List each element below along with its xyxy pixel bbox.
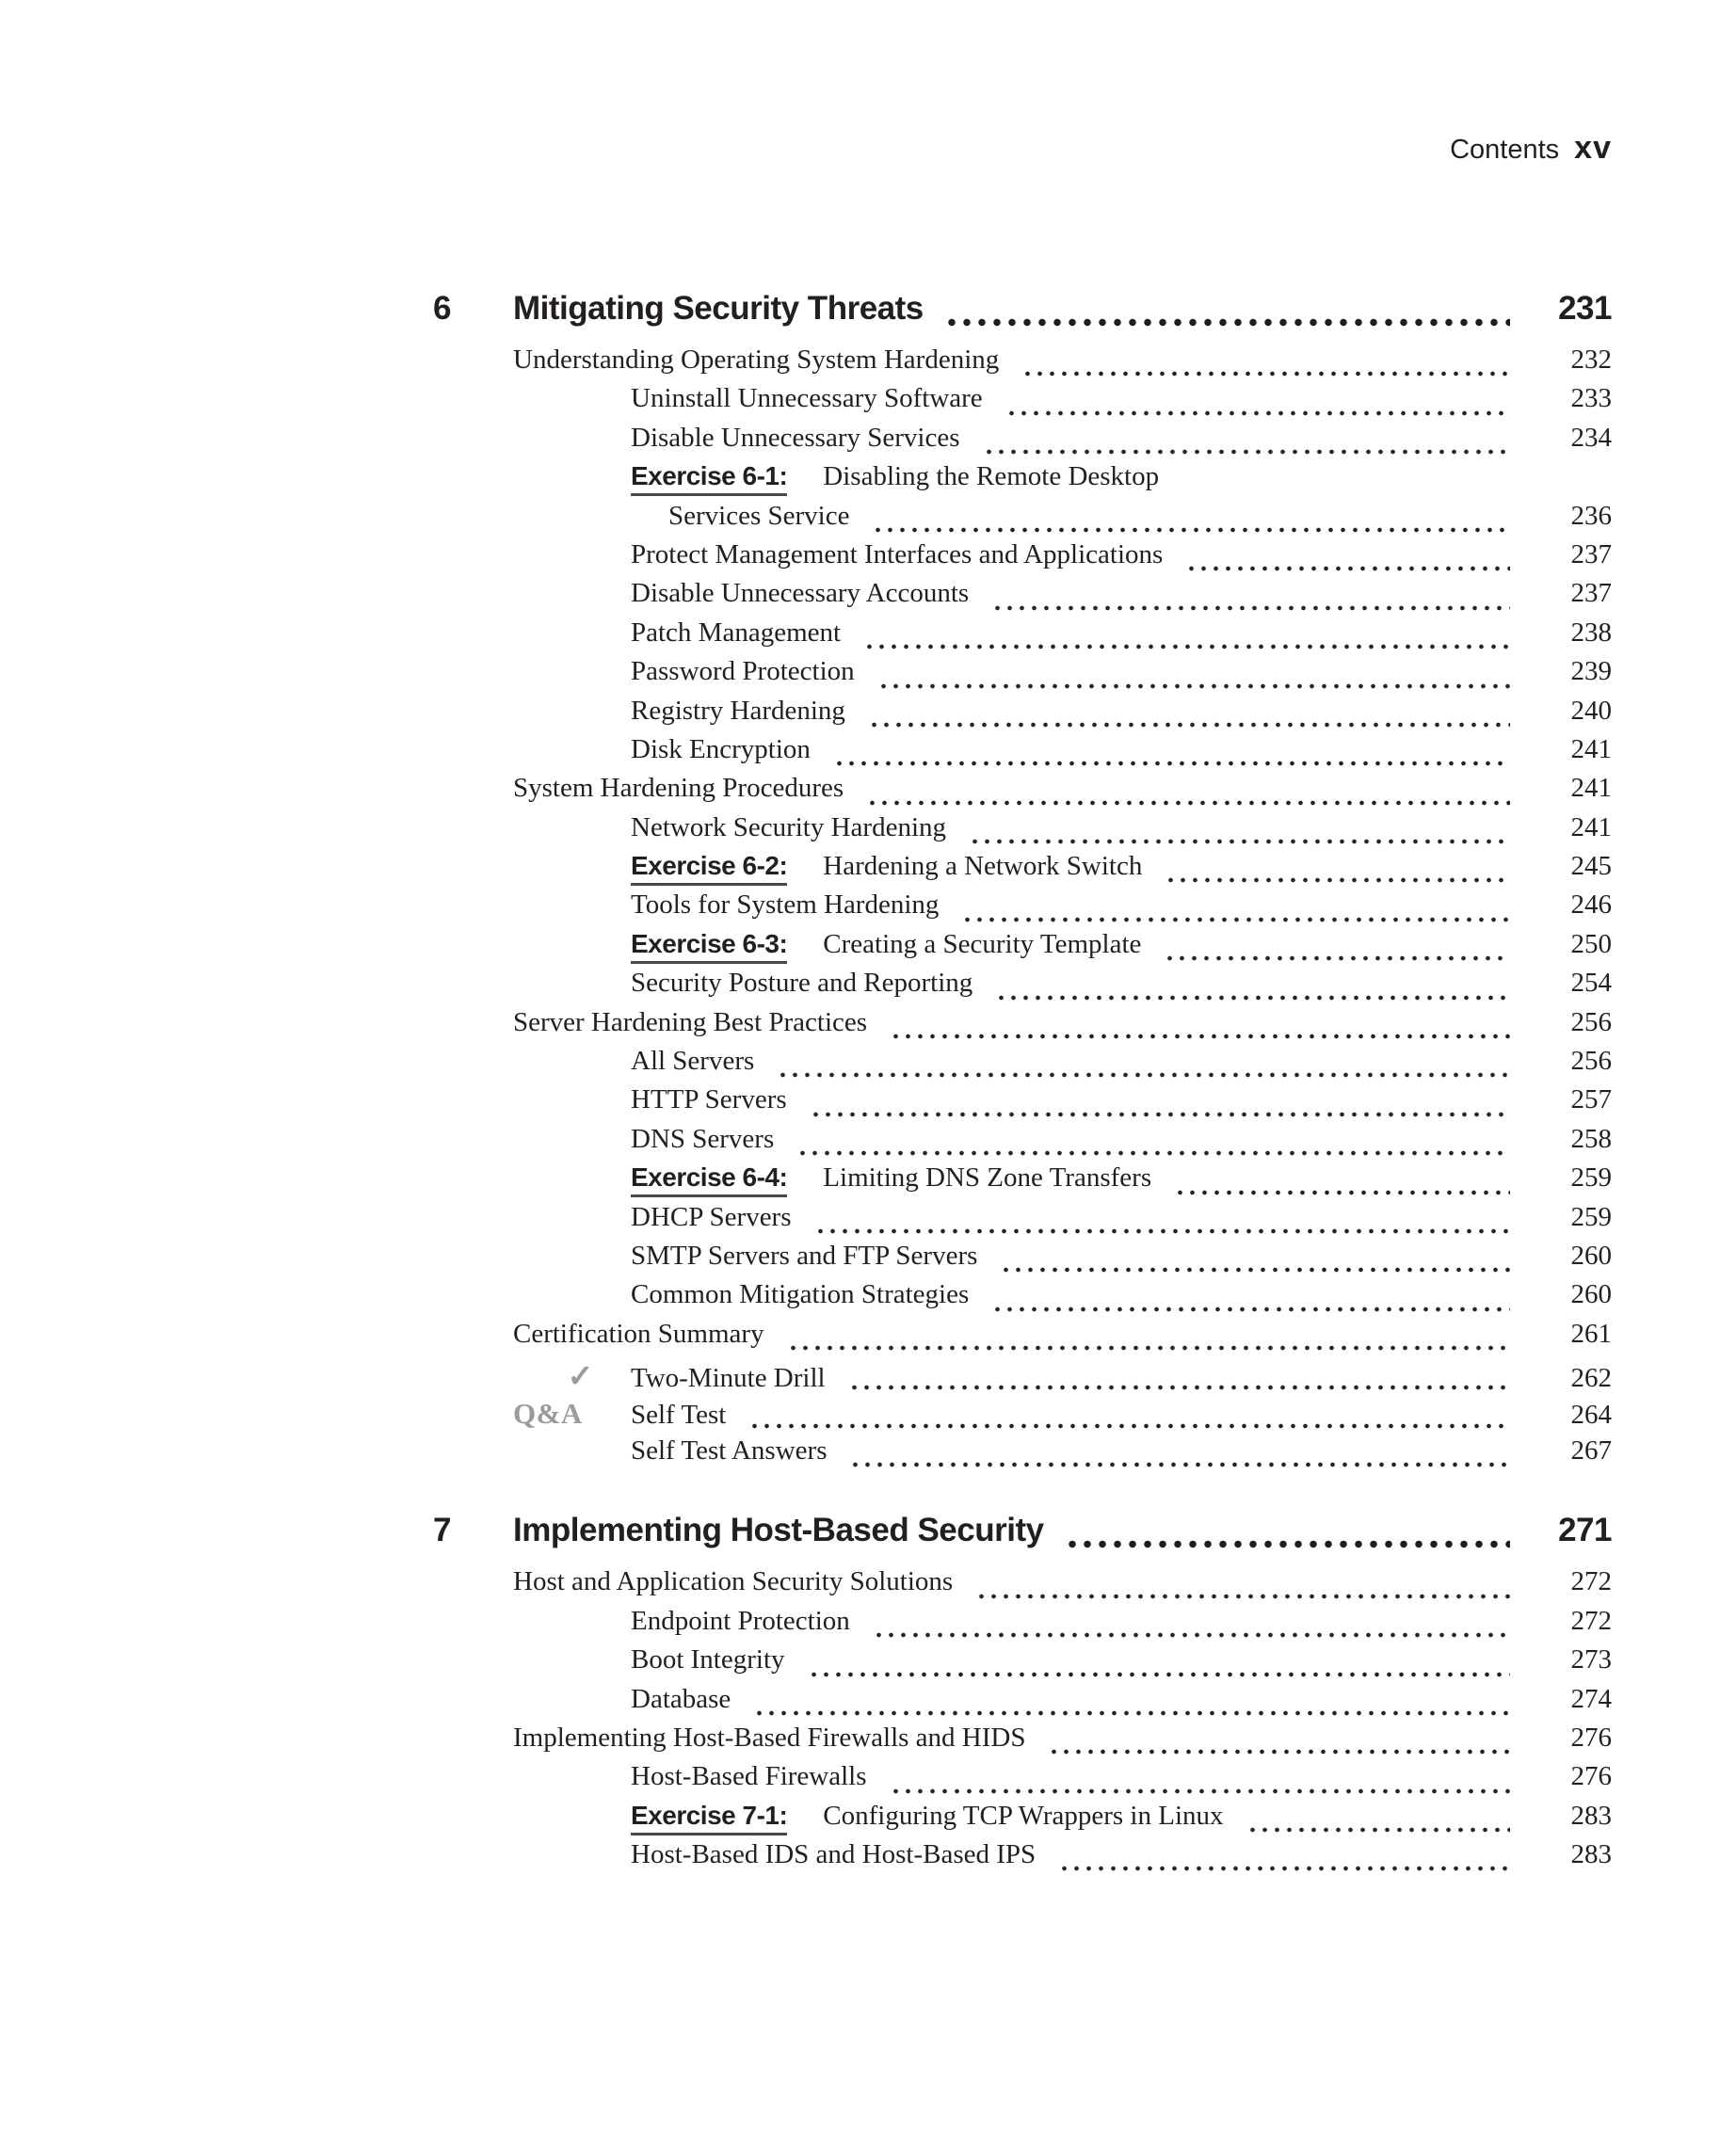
- entry-page-number: 257: [1570, 1084, 1612, 1115]
- toc-entry: [433, 578, 1612, 617]
- toc-entry: [433, 1761, 1612, 1800]
- chapter-title: Implementing Host-Based Security: [513, 1512, 1044, 1549]
- chapter-entries: [433, 1566, 1612, 1878]
- marker-slot: [513, 1397, 631, 1431]
- toc-entry: [433, 501, 1612, 539]
- entry-title: Disabling the Remote Desktop: [823, 461, 1160, 492]
- dot-leader: [1058, 1866, 1510, 1871]
- entry-title: System Hardening Procedures: [513, 773, 844, 804]
- toc-entry: [433, 968, 1612, 1006]
- dot-leader: [833, 761, 1510, 766]
- entry-title: Endpoint Protection: [631, 1605, 850, 1636]
- dot-leader: [890, 1788, 1511, 1794]
- toc-entry: [433, 656, 1612, 695]
- entry-title: Tools for System Hardening: [631, 890, 940, 921]
- toc: [433, 290, 1612, 1878]
- entry-page-number: 260: [1570, 1279, 1612, 1310]
- dot-leader: [868, 722, 1510, 728]
- toc-entry: [433, 1007, 1612, 1046]
- toc-entry: [433, 461, 1612, 500]
- toc-entry: [433, 1319, 1612, 1357]
- entry-title: Password Protection: [631, 656, 855, 687]
- dot-leader: [991, 605, 1510, 611]
- entry-page-number: 237: [1570, 578, 1612, 609]
- dot-leader: [872, 527, 1510, 533]
- toc-entry: [433, 1839, 1612, 1878]
- chapter-page-number: 231: [1558, 290, 1612, 327]
- entry-title: Certification Summary: [513, 1318, 764, 1349]
- entry-page-number: 276: [1570, 1722, 1612, 1753]
- entry-title: Security Posture and Reporting: [631, 968, 973, 999]
- toc-entry: [433, 1644, 1612, 1683]
- dot-leader: [995, 995, 1510, 1001]
- dot-leader: [814, 1228, 1510, 1234]
- dot-leader: [961, 917, 1510, 922]
- dot-leader: [748, 1423, 1510, 1429]
- entry-page-number: 241: [1570, 773, 1612, 804]
- chapter-title: Mitigating Security Threats: [513, 290, 924, 327]
- chapter-number: 7: [433, 1512, 451, 1549]
- toc-entry: [433, 617, 1612, 656]
- entry-page-number: 259: [1570, 1201, 1612, 1232]
- exercise-label: Exercise 6-4:: [631, 1162, 787, 1197]
- entry-title: Registry Hardening: [631, 695, 845, 726]
- toc-entry: [433, 929, 1612, 968]
- toc-entry: [433, 1723, 1612, 1761]
- entry-page-number: 234: [1570, 422, 1612, 453]
- entry-page-number: 258: [1570, 1123, 1612, 1154]
- dot-leader: [1021, 371, 1510, 377]
- toc-entry: [433, 1046, 1612, 1084]
- toc-entry: [433, 734, 1612, 773]
- dot-leader: [863, 644, 1510, 649]
- dot-leader: [969, 839, 1510, 844]
- entry-page-number: 250: [1570, 928, 1612, 959]
- entry-page-number: 237: [1570, 538, 1612, 569]
- entry-page-number: 239: [1570, 656, 1612, 687]
- toc-entry: [433, 1162, 1612, 1201]
- entry-page-number: 241: [1570, 811, 1612, 842]
- dot-leader: [1164, 955, 1510, 961]
- dot-leader: [1165, 877, 1510, 883]
- entry-page-number: 276: [1570, 1761, 1612, 1792]
- entry-title: DHCP Servers: [631, 1201, 792, 1232]
- dot-leader: [991, 1306, 1510, 1312]
- dot-leader: [983, 449, 1511, 455]
- toc-entry: [433, 696, 1612, 734]
- dot-leader: [890, 1034, 1510, 1039]
- entry-page-number: 240: [1570, 695, 1612, 726]
- entry-title: Hardening a Network Switch: [823, 851, 1143, 882]
- entry-title: SMTP Servers and FTP Servers: [631, 1240, 978, 1271]
- toc-entry: [433, 773, 1612, 811]
- dot-leader: [975, 1594, 1510, 1599]
- toc-entry: [433, 1397, 1612, 1435]
- chapter-number: 6: [433, 290, 451, 327]
- toc-entry: [433, 1684, 1612, 1723]
- toc-entry: [433, 423, 1612, 461]
- entry-title: DNS Servers: [631, 1123, 775, 1154]
- entry-page-number: 241: [1570, 733, 1612, 764]
- entry-title: Services Service: [668, 500, 850, 531]
- dot-leader: [787, 1345, 1510, 1351]
- entry-title: HTTP Servers: [631, 1084, 787, 1115]
- qa-label: Q&A: [513, 1396, 583, 1430]
- entry-page-number: 283: [1570, 1839, 1612, 1870]
- check-icon: ✓: [567, 1358, 594, 1394]
- toc-entry: [433, 1801, 1612, 1839]
- marker-slot: [513, 1357, 631, 1394]
- page-folio: xv: [1574, 130, 1612, 166]
- exercise-label: Exercise 6-1:: [631, 461, 787, 496]
- exercise-label: Exercise 6-2:: [631, 851, 787, 886]
- toc-entry: [433, 851, 1612, 890]
- toc-entry: [433, 539, 1612, 578]
- dot-leader: [796, 1150, 1510, 1156]
- dot-leader: [1005, 410, 1510, 416]
- chapter-page-number: 271: [1558, 1512, 1612, 1549]
- entry-title: Network Security Hardening: [631, 811, 947, 842]
- entry-page-number: 272: [1570, 1566, 1612, 1597]
- entry-title: Patch Management: [631, 617, 842, 648]
- toc-entry: [433, 1357, 1612, 1396]
- entry-title: Host-Based Firewalls: [631, 1761, 867, 1792]
- dot-leader: [810, 1112, 1510, 1117]
- dot-leader: [848, 1385, 1510, 1390]
- entry-page-number: 246: [1570, 890, 1612, 921]
- entry-page-number: 260: [1570, 1240, 1612, 1271]
- entry-page-number: 259: [1570, 1162, 1612, 1194]
- running-head: [1450, 130, 1612, 167]
- entry-title: Server Hardening Best Practices: [513, 1006, 868, 1037]
- entry-page-number: 232: [1570, 345, 1612, 375]
- toc-entry: [433, 1202, 1612, 1241]
- entry-title: Self Test Answers: [631, 1435, 828, 1466]
- entry-title: Common Mitigation Strategies: [631, 1279, 970, 1310]
- dot-leader: [1246, 1827, 1510, 1833]
- dot-leader: [1065, 1540, 1510, 1548]
- entry-page-number: 273: [1570, 1644, 1612, 1675]
- entry-page-number: 236: [1570, 500, 1612, 531]
- dot-leader: [1048, 1749, 1510, 1755]
- toc-entry: [433, 812, 1612, 851]
- entry-page-number: 233: [1570, 383, 1612, 414]
- entry-title: Boot Integrity: [631, 1644, 785, 1675]
- dot-leader: [777, 1072, 1510, 1078]
- entry-title: Host and Application Security Solutions: [513, 1566, 954, 1597]
- entry-title: Database: [631, 1683, 731, 1714]
- entry-page-number: 261: [1570, 1318, 1612, 1349]
- entry-page-number: 264: [1570, 1399, 1612, 1430]
- entry-title: Disable Unnecessary Accounts: [631, 578, 970, 609]
- entry-title: Creating a Security Template: [823, 928, 1142, 959]
- dot-leader: [753, 1710, 1510, 1716]
- entry-page-number: 238: [1570, 617, 1612, 648]
- toc-entry: [433, 345, 1612, 383]
- toc-entry: [433, 1084, 1612, 1123]
- chapter-heading: [433, 1512, 1612, 1555]
- entry-title: All Servers: [631, 1046, 755, 1077]
- entry-title: Protect Management Interfaces and Applications: [631, 538, 1164, 569]
- entry-page-number: 272: [1570, 1605, 1612, 1636]
- chapter-block: [433, 290, 1612, 1474]
- entry-title: Understanding Operating System Hardening: [513, 345, 1000, 375]
- dot-leader: [1185, 566, 1510, 571]
- dot-leader: [877, 683, 1510, 689]
- chapter-entries: [433, 345, 1612, 1474]
- dot-leader: [1000, 1267, 1510, 1273]
- entry-title: Implementing Host-Based Firewalls and HIDS: [513, 1722, 1026, 1753]
- entry-title: Disable Unnecessary Services: [631, 422, 960, 453]
- dot-leader: [873, 1632, 1510, 1638]
- entry-title: Disk Encryption: [631, 733, 811, 764]
- entry-title: Configuring TCP Wrappers in Linux: [823, 1800, 1224, 1831]
- entry-page-number: 254: [1570, 968, 1612, 999]
- exercise-label: Exercise 6-3:: [631, 929, 787, 964]
- entry-page-number: 283: [1570, 1800, 1612, 1831]
- entry-title: Uninstall Unnecessary Software: [631, 383, 983, 414]
- entry-page-number: 274: [1570, 1683, 1612, 1714]
- toc-entry: [433, 1435, 1612, 1474]
- dot-leader: [944, 318, 1510, 327]
- toc-entry: [433, 1241, 1612, 1279]
- dot-leader: [808, 1672, 1510, 1677]
- entry-page-number: 256: [1570, 1006, 1612, 1037]
- chapter-block: [433, 1512, 1612, 1878]
- contents-label: Contents: [1450, 135, 1560, 165]
- dot-leader: [849, 1462, 1510, 1467]
- entry-title: Self Test: [631, 1399, 727, 1430]
- toc-entry: [433, 890, 1612, 928]
- exercise-label: Exercise 7-1:: [631, 1801, 787, 1835]
- entry-page-number: 256: [1570, 1046, 1612, 1077]
- dot-leader: [1174, 1190, 1510, 1195]
- toc-entry: [433, 1279, 1612, 1318]
- entry-page-number: 267: [1570, 1435, 1612, 1466]
- toc-entry: [433, 383, 1612, 422]
- entry-title: Host-Based IDS and Host-Based IPS: [631, 1839, 1037, 1870]
- entry-page-number: 262: [1570, 1363, 1612, 1394]
- entry-title: Limiting DNS Zone Transfers: [823, 1162, 1152, 1194]
- toc-entry: [433, 1566, 1612, 1605]
- chapter-heading: [433, 290, 1612, 333]
- entry-page-number: 245: [1570, 851, 1612, 882]
- toc-entry: [433, 1606, 1612, 1644]
- entry-title: Two-Minute Drill: [631, 1363, 826, 1394]
- dot-leader: [866, 800, 1510, 806]
- toc-entry: [433, 1124, 1612, 1162]
